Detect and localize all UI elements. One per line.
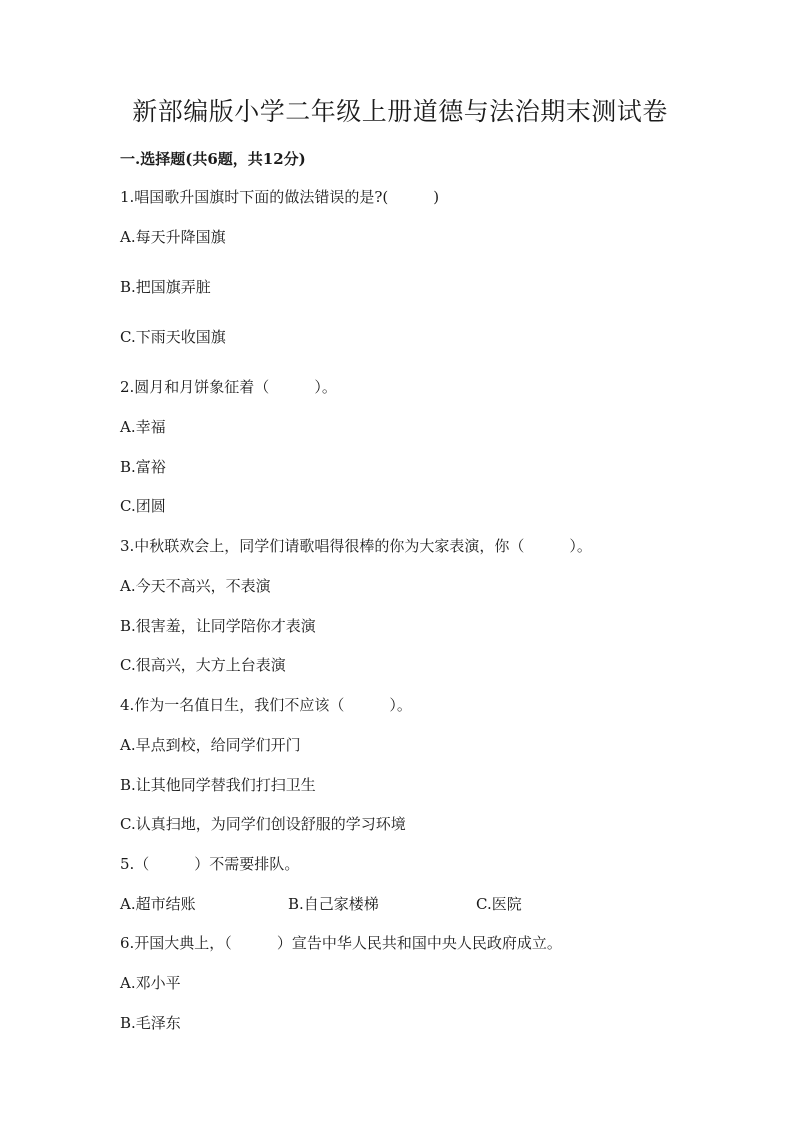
option-item: C.团圆 [120, 497, 166, 515]
option-item: A.早点到校，给同学们开门 [120, 736, 301, 754]
option-item: C.医院 [476, 895, 522, 913]
option-item: B.让其他同学替我们打扫卫生 [120, 776, 316, 794]
option-item: B.把国旗弄脏 [120, 278, 211, 296]
question-stem: 6.开国大典上，（ ）宣告中华人民共和国中央人民政府成立。 [120, 934, 562, 952]
page-title: 新部编版小学二年级上册道德与法治期末测试卷 [132, 97, 668, 126]
option-item: C.很高兴，大方上台表演 [120, 656, 286, 674]
question-stem: 5.（ ）不需要排队。 [120, 855, 300, 873]
question-stem: 1.唱国歌升国旗时下面的做法错误的是?( ) [120, 188, 440, 206]
option-item: B.富裕 [120, 458, 166, 476]
option-item: C.认真扫地，为同学们创设舒服的学习环境 [120, 815, 406, 833]
option-item: A.今天不高兴，不表演 [120, 577, 271, 595]
section-heading: 一.选择题(共6题，共12分) [120, 150, 306, 168]
option-item: A.幸福 [120, 418, 166, 436]
option-item: A.每天升降国旗 [120, 228, 226, 246]
option-item: C.下雨天收国旗 [120, 328, 226, 346]
option-item: B.很害羞，让同学陪你才表演 [120, 617, 316, 635]
option-item: B.毛泽东 [120, 1014, 181, 1032]
option-item: A.超市结账 [120, 895, 196, 913]
question-stem: 3.中秋联欢会上，同学们请歌唱得很棒的你为大家表演，你（ ）。 [120, 537, 592, 555]
option-item: B.自己家楼梯 [288, 895, 379, 913]
question-stem: 2.圆月和月饼象征着（ ）。 [120, 378, 337, 396]
option-row [120, 893, 720, 915]
option-item: A.邓小平 [120, 974, 181, 992]
question-stem: 4.作为一名值日生，我们不应该（ ）。 [120, 696, 412, 714]
